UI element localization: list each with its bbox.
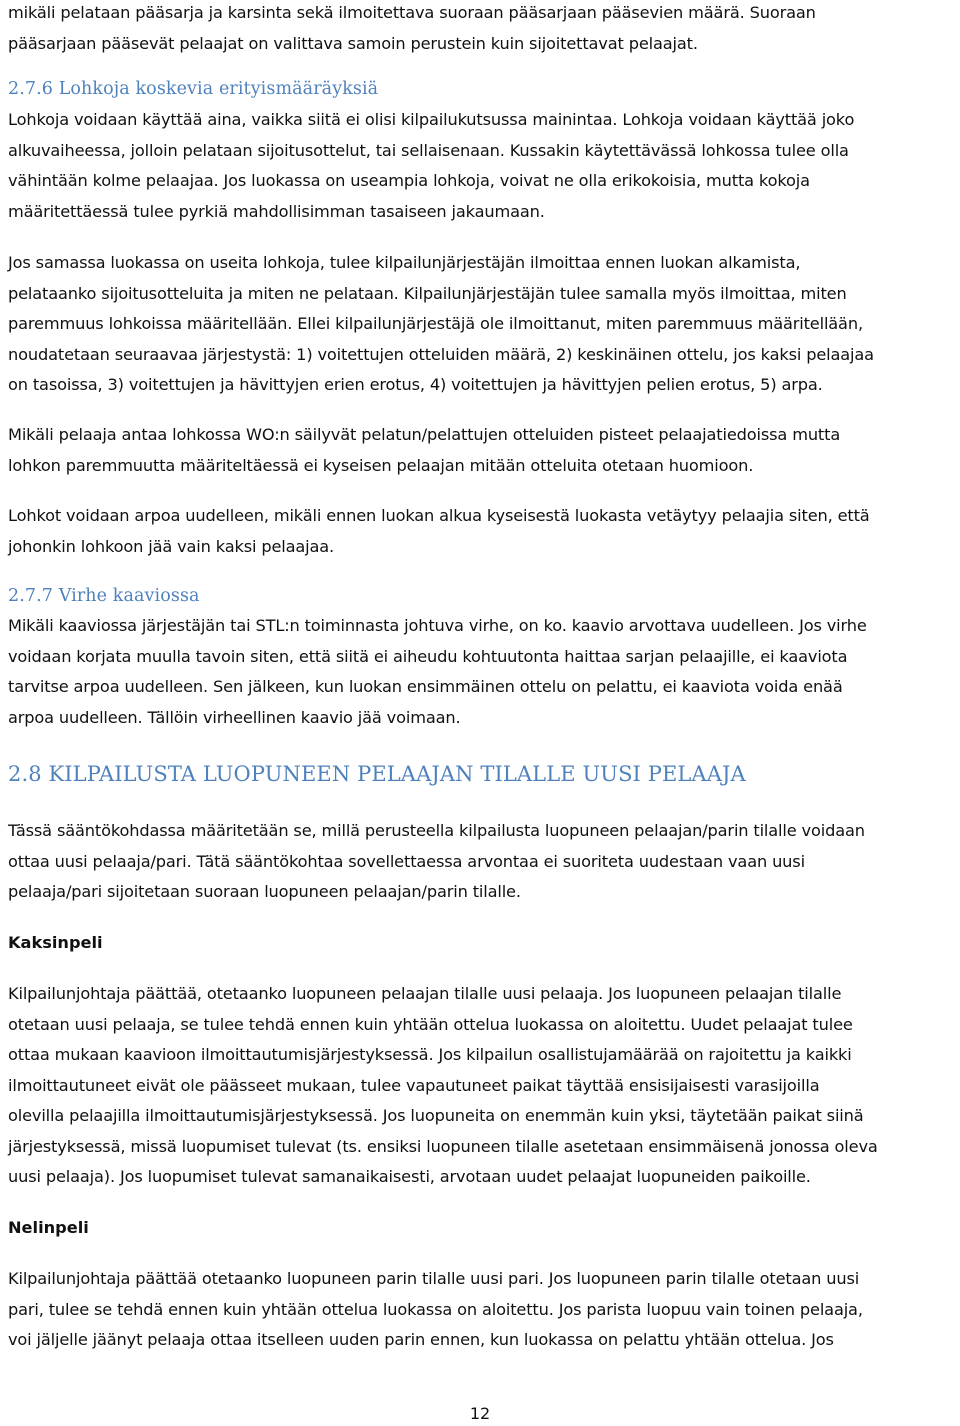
text-line: mikäli pelataan pääsarja ja karsinta sekä ilmoitettava suoraan pääsarjaan pääsevien määrä. Suoraan bbox=[8, 3, 816, 22]
intro-paragraph bbox=[8, 0, 960, 59]
text-line: tarvitse arpoa uudelleen. Sen jälkeen, kun luokan ensimmäinen ottelu on pelattu, ei kaaviota voida enää bbox=[8, 677, 843, 696]
text-line: olevilla pelaajilla ilmoittautumisjärjestyksessä. Jos luopuneita on enemmän kuin yksi, täytetään paikat siinä bbox=[8, 1106, 864, 1125]
paragraph bbox=[8, 816, 960, 908]
text-line: voidaan korjata muulla tavoin siten, että siitä ei aiheudu kohtuutonta haittaa sarjan pelaajille, ei kaaviota bbox=[8, 646, 848, 666]
text-line: Lohkoja voidaan käyttää aina, vaikka siitä ei olisi kilpailukutsussa mainintaa. Lohkoja voidaan käyttää joko bbox=[8, 110, 855, 129]
paragraph bbox=[8, 1264, 960, 1356]
text-line: järjestyksessä, missä luopumiset tulevat (ts. ensiksi luopuneen tilalle asetetaan ensimmäisenä jonossa oleva bbox=[8, 1136, 878, 1156]
text-line: ottaa mukaan kaavioon ilmoittautumisjärjestyksessä. Jos kilpailun osallistujamäärää on rajoitettu ja kaikki bbox=[8, 1045, 852, 1064]
subheading-singles: Kaksinpeli bbox=[8, 933, 103, 952]
text-line: Mikäli pelaaja antaa lohkossa WO:n säilyvät pelatun/pelattujen otteluiden pisteet pelaajatiedoissa mutta bbox=[8, 425, 841, 444]
paragraph bbox=[8, 248, 960, 401]
text-line: Mikäli kaaviossa järjestäjän tai STL:n toiminnasta johtuva virhe, on ko. kaavio arvottava uudelleen. Jos virhe bbox=[8, 616, 867, 635]
paragraph bbox=[8, 105, 960, 227]
text-line: voi jäljelle jäänyt pelaaja ottaa itselleen uuden parin ennen, kun luokassa on pelattu yhtään ottelua. Jos bbox=[8, 1330, 834, 1349]
text-line: Lohkot voidaan arpoa uudelleen, mikäli ennen luokan alkua kyseisestä luokasta vetäytyy pelaajia siten, että bbox=[8, 506, 870, 525]
text-line: Kilpailunjohtaja päättää, otetaanko luopuneen pelaajan tilalle uusi pelaaja. Jos luopuneen pelaajan tilalle bbox=[8, 984, 842, 1003]
text-line: alkuvaiheessa, jolloin pelataan sijoitusottelut, tai sellaisenaan. Kussakin käytettävässä lohkossa tulee olla bbox=[8, 140, 849, 160]
text-line: pelaaja/pari sijoitetaan suoraan luopuneen pelaajan/parin tilalle. bbox=[8, 882, 521, 901]
text-line: ottaa uusi pelaaja/pari. Tätä sääntökohtaa sovellettaessa arvontaa ei suoriteta uudestaan vaan uusi bbox=[8, 851, 805, 871]
paragraph bbox=[8, 979, 960, 1193]
text-line: Kilpailunjohtaja päättää otetaanko luopuneen parin tilalle uusi pari. Jos luopuneen parin tilalle otetaan uusi bbox=[8, 1269, 860, 1288]
text-line: arpoa uudelleen. Tällöin virheellinen kaavio jää voimaan. bbox=[8, 707, 461, 727]
text-line: pelataanko sijoitusotteluita ja miten ne pelataan. Kilpailunjärjestäjän tulee samalla myös ilmoittaa, miten bbox=[8, 283, 847, 303]
text-line: noudatetaan seuraavaa järjestystä: 1) voitettujen otteluiden määrä, 2) keskinäinen ottelu, jos kaksi pelaajaa bbox=[8, 344, 874, 364]
text-line: ilmoittautuneet eivät ole päässeet mukaan, tulee vapautuneet paikat täyttää ensisijaisesti varasijoilla bbox=[8, 1075, 820, 1095]
text-line: johonkin lohkoon jää vain kaksi pelaajaa. bbox=[8, 536, 335, 556]
text-line: paremmuus lohkoissa määritellään. Ellei kilpailunjärjestäjä ole ilmoittanut, miten paremmuus määritellään, bbox=[8, 314, 863, 333]
paragraph bbox=[8, 420, 960, 481]
text-line: määritettäessä tulee pyrkiä mahdollisimman tasaiseen jakaumaan. bbox=[8, 201, 545, 221]
section-heading-2-8: 2.8 KILPAILUSTA LUOPUNEEN PELAAJAN TILALLE UUSI PELAAJA bbox=[8, 762, 746, 786]
text-line: Tässä sääntökohdassa määritetään se, millä perusteella kilpailusta luopuneen pelaajan/parin tilalle voidaan bbox=[8, 821, 865, 840]
subheading-doubles: Nelinpeli bbox=[8, 1218, 89, 1237]
text-line: lohkon paremmuutta määriteltäessä ei kyseisen pelaajan mitään otteluita otetaan huomioon. bbox=[8, 455, 754, 475]
text-line: otetaan uusi pelaaja, se tulee tehdä ennen kuin yhtään ottelua luokassa on aloitettu. Uudet pelaajat tulee bbox=[8, 1014, 853, 1034]
text-line: uusi pelaaja). Jos luopumiset tulevat samanaikaisesti, arvotaan uudet pelaajat luopuneiden paikoille. bbox=[8, 1167, 811, 1186]
text-line: Jos samassa luokassa on useita lohkoja, tulee kilpailunjärjestäjän ilmoittaa ennen luokan alkamista, bbox=[8, 253, 801, 272]
paragraph bbox=[8, 501, 960, 562]
page-number: 12 bbox=[469, 1404, 491, 1423]
paragraph bbox=[8, 611, 960, 733]
text-line: pääsarjaan pääsevät pelaajat on valittava samoin perustein kuin sijoitettavat pelaajat. bbox=[8, 33, 698, 53]
text-line: on tasoissa, 3) voitettujen ja hävittyjen erien erotus, 4) voitettujen ja hävittyjen pelien erotus, 5) arpa. bbox=[8, 375, 823, 394]
section-heading-2-7-7: 2.7.7 Virhe kaaviossa bbox=[8, 586, 200, 606]
text-line: vähintään kolme pelaajaa. Jos luokassa on useampia lohkoja, voivat ne olla erikokoisia, mutta kokoja bbox=[8, 171, 810, 190]
text-line: pari, tulee se tehdä ennen kuin yhtään ottelua luokassa on aloitettu. Jos parista luopuu vain toinen pelaaja, bbox=[8, 1299, 863, 1319]
section-heading-2-7-6: 2.7.6 Lohkoja koskevia erityismääräyksiä bbox=[8, 79, 379, 99]
